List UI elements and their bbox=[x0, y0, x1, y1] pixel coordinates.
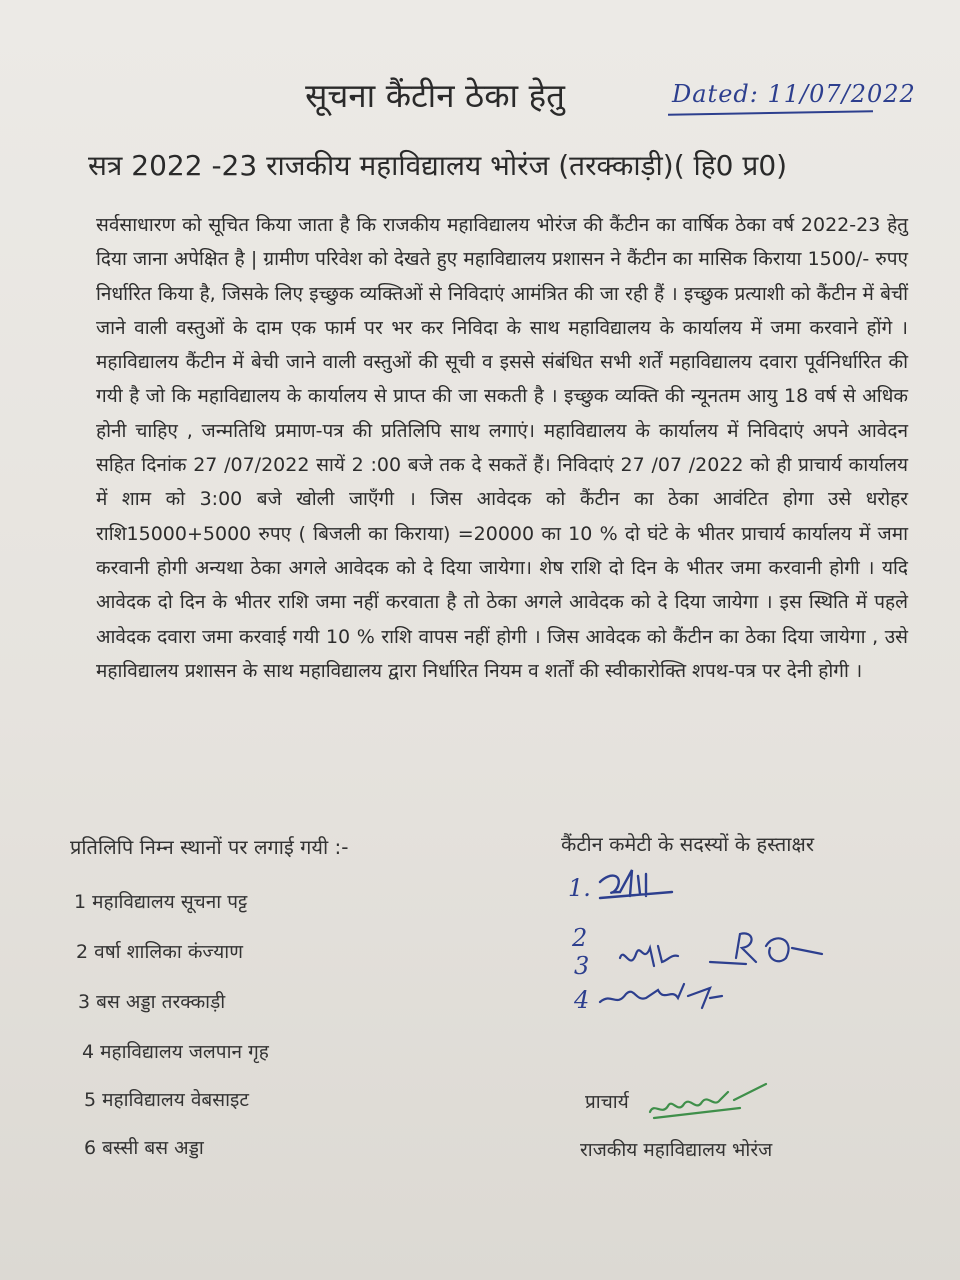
copy-place-4: 4 महाविद्यालय जलपान गृह bbox=[82, 1041, 269, 1063]
principal-label: प्राचार्य bbox=[585, 1091, 629, 1113]
signature-2 bbox=[620, 933, 822, 966]
signature-3 bbox=[600, 984, 722, 1008]
copy-place-6: 6 बस्सी बस अड्डा bbox=[84, 1137, 204, 1159]
session-line: सत्र 2022 -23 राजकीय महाविद्यालय भोरंज (तरक्काड़ी)( हि0 प्र0) bbox=[88, 149, 788, 182]
copy-place-2: 2 वर्षा शालिका कंज्याण bbox=[76, 941, 243, 963]
sig-number-2: 2 bbox=[572, 924, 588, 952]
copy-place-3: 3 बस अड्डा तरक्काड़ी bbox=[78, 991, 226, 1013]
copy-place-1: 1 महाविद्यालय सूचना पट्ट bbox=[74, 891, 248, 913]
sig-number-4: 4 bbox=[574, 986, 590, 1014]
college-label: राजकीय महाविद्यालय भोरंज bbox=[580, 1139, 773, 1161]
signature-1 bbox=[600, 870, 672, 898]
sig-number-1: 1. bbox=[568, 874, 591, 902]
notice-title: सूचना कैंटीन ठेका हेतु bbox=[305, 76, 565, 115]
dated-handwritten: Dated: 11/07/2022 bbox=[672, 80, 916, 108]
notice-body: सर्वसाधारण को सूचित किया जाता है कि राजकीय महाविद्यालय भोरंज की कैंटीन का वार्षिक ठेका वर्ष 2022-23 हेतु दिया जाना अपेक्षित है | ग्रामीण परिवेश को देखते हुए महाविद्यालय प्रशासन ने कैंटीन का मासिक किराया 1500/- रुपए निर्धारित किया है, जिसके लिए इच्छुक व्यक्तिओं से निविदाएं आमंत्रित की जा रही हैं । इच्छुक प्रत्याशी को कैंटीन में बेचीं जाने वाली वस्तुओं के दाम एक फार्म पर भर कर निविदा के साथ महाविद्यालय के कार्यालय में जमा करवाने होंगे । महाविद्यालय कैंटीन में बेची जाने वाली वस्तुओं की सूची व इससे संबंधित सभी शर्तें महाविद्यालय दवारा पूर्वनिर्धारित की गयी है जो कि महाविद्यालय के कार्यालय से प्राप्त की जा सकती है । इच्छुक व्यक्ति की न्यूनतम आयु 18 वर्ष से अधिक होनी चाहिए , जन्मतिथि प्रमाण-पत्र की प्रतिलिपि साथ लगाएं। महाविद्यालय के कार्यालय में निविदाएं अपने आवेदन सहित दिनांक 27 /07/2022 सायें 2 :00 बजे तक दे सकतें हैं। निविदाएं 27 /07 /2022 को ही प्राचार्य कार्यालय में शाम को 3:00 बजे खोली जाएँगी । जिस आवेदक को कैंटीन का ठेका आवंटित होगा उसे धरोहर राशि15000+5000 रुपए ( बिजली का किराया) =20000 का 10 % दो घंटे के भीतर प्राचार्य कार्यालय में जमा करवानी होगी अन्यथा ठेका अगले आवेदक को दे दिया जायेगा। शेष राशि दो दिन के भीतर जमा करवानी होगी । यदि आवेदक दो दिन के भीतर राशि जमा नहीं करवाता है तो ठेका अगले आवेदक को दे दिया जायेगा । इस स्थिति में पहले आवेदक दवारा जमा करवाई गयी 10 % राशि वापस नहीं होगी । जिस आवेदक को कैंटीन का ठेका दिया जायेगा , उसे महाविद्यालय प्रशासन के साथ महाविद्यालय द्वारा निर्धारित नियम व शर्तों की स्वीकारोक्ति शपथ-पत्र पर देनी होगी । bbox=[96, 214, 908, 682]
copy-place-5: 5 महाविद्यालय वेबसाइट bbox=[84, 1089, 249, 1111]
copies-heading: प्रतिलिपि निम्न स्थानों पर लगाई गयी :- bbox=[70, 835, 349, 859]
sig-number-3: 3 bbox=[574, 952, 590, 980]
principal-signature bbox=[640, 1078, 770, 1128]
committee-heading: कैंटीन कमेटी के सदस्यों के हस्ताक्षर bbox=[561, 832, 815, 856]
committee-signatures bbox=[560, 862, 840, 1022]
